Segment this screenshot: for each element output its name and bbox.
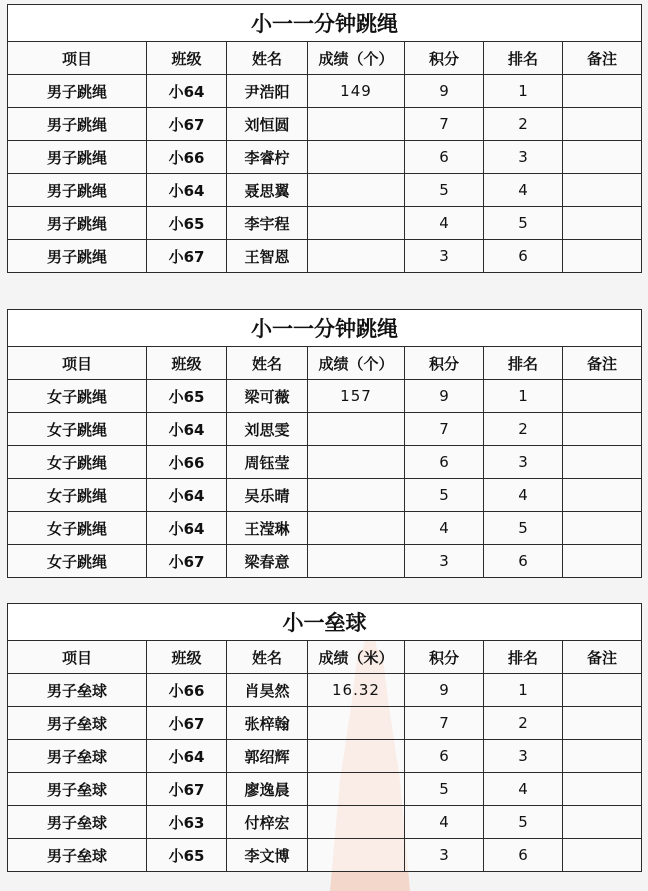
cell-class: 小64 [147, 413, 227, 446]
cell-rank: 3 [484, 446, 563, 479]
cell-name: 周钰莹 [227, 446, 308, 479]
cell-points: 7 [405, 707, 484, 740]
table-title-row [8, 5, 642, 42]
cell-remarks [563, 207, 642, 240]
cell-name: 刘恒圆 [227, 108, 308, 141]
cell-remarks [563, 141, 642, 174]
cell-event: 男子垒球 [8, 806, 147, 839]
column-header-remarks: 备注 [563, 347, 642, 380]
table-row [8, 108, 642, 141]
cell-event: 男子垒球 [8, 707, 147, 740]
cell-remarks [563, 839, 642, 872]
cell-score [308, 806, 405, 839]
cell-remarks [563, 674, 642, 707]
cell-class: 小65 [147, 207, 227, 240]
cell-score [308, 446, 405, 479]
column-header-remarks: 备注 [563, 42, 642, 75]
cell-name: 郭绍辉 [227, 740, 308, 773]
cell-points: 4 [405, 806, 484, 839]
column-header-class: 班级 [147, 347, 227, 380]
cell-event: 男子跳绳 [8, 75, 147, 108]
cell-class: 小64 [147, 479, 227, 512]
cell-score [308, 512, 405, 545]
cell-remarks [563, 380, 642, 413]
cell-rank: 2 [484, 707, 563, 740]
column-header-score: 成绩（个） [308, 347, 405, 380]
cell-name: 李文博 [227, 839, 308, 872]
column-header-score: 成绩（米） [308, 641, 405, 674]
column-header-remarks: 备注 [563, 641, 642, 674]
cell-rank: 3 [484, 141, 563, 174]
cell-score [308, 773, 405, 806]
cell-points: 9 [405, 380, 484, 413]
table-row [8, 380, 642, 413]
cell-class: 小65 [147, 839, 227, 872]
cell-event: 女子跳绳 [8, 545, 147, 578]
cell-remarks [563, 545, 642, 578]
cell-points: 9 [405, 674, 484, 707]
cell-event: 女子跳绳 [8, 479, 147, 512]
cell-class: 小66 [147, 446, 227, 479]
table-row [8, 839, 642, 872]
cell-rank: 5 [484, 207, 563, 240]
column-header-event: 项目 [8, 641, 147, 674]
cell-event: 女子跳绳 [8, 413, 147, 446]
cell-name: 王智恩 [227, 240, 308, 273]
column-header-event: 项目 [8, 347, 147, 380]
cell-class: 小66 [147, 674, 227, 707]
cell-event: 男子垒球 [8, 773, 147, 806]
table-row [8, 740, 642, 773]
table-header-row [8, 42, 642, 75]
cell-name: 聂思翼 [227, 174, 308, 207]
cell-class: 小64 [147, 75, 227, 108]
column-header-rank: 排名 [484, 641, 563, 674]
cell-class: 小64 [147, 174, 227, 207]
cell-score [308, 108, 405, 141]
cell-score: 149 [308, 75, 405, 108]
cell-class: 小66 [147, 141, 227, 174]
cell-class: 小64 [147, 512, 227, 545]
cell-name: 肖昊然 [227, 674, 308, 707]
cell-name: 梁春意 [227, 545, 308, 578]
table-row [8, 207, 642, 240]
column-header-class: 班级 [147, 641, 227, 674]
column-header-name: 姓名 [227, 641, 308, 674]
cell-remarks [563, 740, 642, 773]
cell-rank: 4 [484, 479, 563, 512]
cell-event: 男子跳绳 [8, 174, 147, 207]
cell-points: 3 [405, 545, 484, 578]
cell-remarks [563, 75, 642, 108]
column-header-points: 积分 [405, 347, 484, 380]
table-title-row [8, 310, 642, 347]
column-header-rank: 排名 [484, 42, 563, 75]
cell-score [308, 740, 405, 773]
cell-rank: 6 [484, 839, 563, 872]
cell-remarks [563, 806, 642, 839]
cell-score [308, 207, 405, 240]
cell-name: 李宇程 [227, 207, 308, 240]
cell-score [308, 545, 405, 578]
cell-class: 小67 [147, 707, 227, 740]
cell-event: 女子跳绳 [8, 380, 147, 413]
cell-points: 5 [405, 174, 484, 207]
cell-score [308, 240, 405, 273]
cell-score [308, 413, 405, 446]
cell-event: 女子跳绳 [8, 512, 147, 545]
cell-points: 7 [405, 108, 484, 141]
cell-rank: 5 [484, 512, 563, 545]
cell-name: 刘思雯 [227, 413, 308, 446]
cell-points: 4 [405, 207, 484, 240]
cell-name: 吴乐晴 [227, 479, 308, 512]
column-header-rank: 排名 [484, 347, 563, 380]
cell-remarks [563, 240, 642, 273]
cell-class: 小67 [147, 108, 227, 141]
table-title: 小一垒球 [8, 604, 642, 641]
table-title: 小一一分钟跳绳 [8, 5, 642, 42]
cell-points: 6 [405, 446, 484, 479]
table-row [8, 707, 642, 740]
results-table-softball [7, 603, 642, 872]
cell-score [308, 707, 405, 740]
cell-points: 3 [405, 240, 484, 273]
results-table-boys-rope [7, 4, 642, 273]
cell-name: 廖逸晨 [227, 773, 308, 806]
cell-name: 张梓翰 [227, 707, 308, 740]
cell-rank: 2 [484, 108, 563, 141]
table-row [8, 141, 642, 174]
cell-score [308, 141, 405, 174]
cell-remarks [563, 479, 642, 512]
column-header-event: 项目 [8, 42, 147, 75]
cell-event: 男子跳绳 [8, 240, 147, 273]
table-row [8, 806, 642, 839]
column-header-class: 班级 [147, 42, 227, 75]
cell-rank: 1 [484, 674, 563, 707]
cell-remarks [563, 413, 642, 446]
table-row [8, 773, 642, 806]
cell-name: 梁可薇 [227, 380, 308, 413]
cell-remarks [563, 707, 642, 740]
cell-rank: 3 [484, 740, 563, 773]
cell-points: 7 [405, 413, 484, 446]
cell-rank: 6 [484, 240, 563, 273]
cell-event: 男子跳绳 [8, 207, 147, 240]
cell-points: 6 [405, 141, 484, 174]
cell-rank: 4 [484, 773, 563, 806]
cell-rank: 1 [484, 380, 563, 413]
cell-class: 小67 [147, 545, 227, 578]
cell-event: 男子垒球 [8, 839, 147, 872]
cell-class: 小64 [147, 740, 227, 773]
column-header-score: 成绩（个） [308, 42, 405, 75]
column-header-name: 姓名 [227, 347, 308, 380]
cell-name: 李睿柠 [227, 141, 308, 174]
table-header-row [8, 641, 642, 674]
cell-event: 女子跳绳 [8, 446, 147, 479]
cell-score: 157 [308, 380, 405, 413]
column-header-points: 积分 [405, 42, 484, 75]
cell-event: 男子垒球 [8, 674, 147, 707]
cell-event: 男子垒球 [8, 740, 147, 773]
cell-score: 16.32 [308, 674, 405, 707]
cell-name: 付梓宏 [227, 806, 308, 839]
table-row [8, 674, 642, 707]
cell-points: 5 [405, 773, 484, 806]
cell-points: 9 [405, 75, 484, 108]
cell-event: 男子跳绳 [8, 108, 147, 141]
cell-rank: 5 [484, 806, 563, 839]
table-row [8, 75, 642, 108]
cell-score [308, 479, 405, 512]
cell-rank: 2 [484, 413, 563, 446]
results-table-girls-rope [7, 309, 642, 578]
table-title-row [8, 604, 642, 641]
cell-remarks [563, 512, 642, 545]
cell-remarks [563, 773, 642, 806]
column-header-points: 积分 [405, 641, 484, 674]
cell-class: 小65 [147, 380, 227, 413]
table-row [8, 545, 642, 578]
cell-score [308, 174, 405, 207]
cell-rank: 4 [484, 174, 563, 207]
table-row [8, 479, 642, 512]
cell-points: 6 [405, 740, 484, 773]
cell-event: 男子跳绳 [8, 141, 147, 174]
table-header-row [8, 347, 642, 380]
column-header-name: 姓名 [227, 42, 308, 75]
cell-points: 3 [405, 839, 484, 872]
cell-remarks [563, 108, 642, 141]
table-row [8, 174, 642, 207]
cell-name: 王滢琳 [227, 512, 308, 545]
table-title: 小一一分钟跳绳 [8, 310, 642, 347]
cell-rank: 1 [484, 75, 563, 108]
cell-rank: 6 [484, 545, 563, 578]
cell-remarks [563, 174, 642, 207]
cell-name: 尹浩阳 [227, 75, 308, 108]
table-row [8, 413, 642, 446]
cell-score [308, 839, 405, 872]
table-row [8, 512, 642, 545]
cell-class: 小67 [147, 240, 227, 273]
cell-points: 4 [405, 512, 484, 545]
table-row [8, 446, 642, 479]
table-row [8, 240, 642, 273]
cell-class: 小63 [147, 806, 227, 839]
cell-points: 5 [405, 479, 484, 512]
cell-class: 小67 [147, 773, 227, 806]
cell-remarks [563, 446, 642, 479]
